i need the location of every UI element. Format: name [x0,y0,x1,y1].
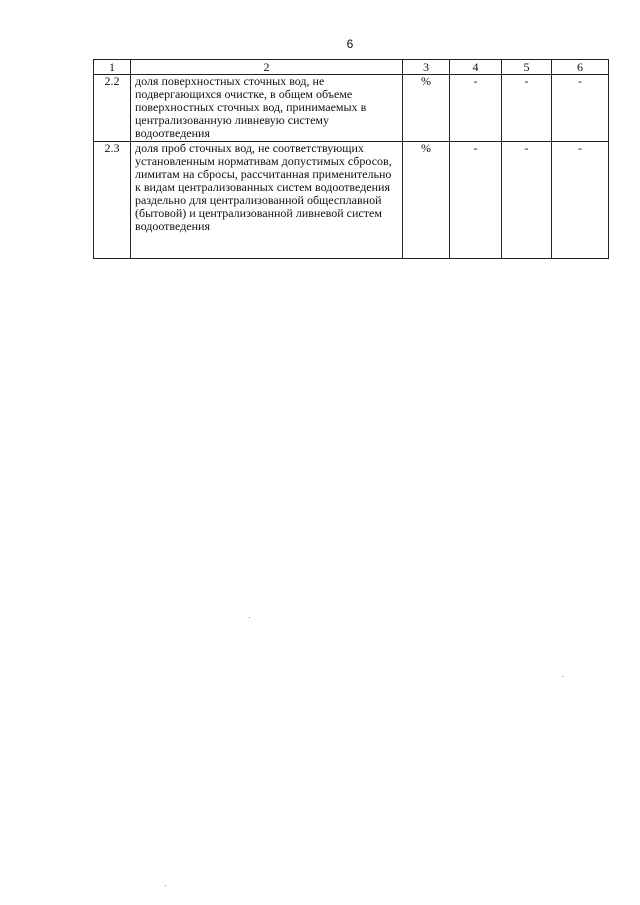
row-number: 2.3 [94,142,131,259]
scan-speck [562,676,563,677]
row-unit: % [403,75,450,142]
row-unit: % [403,142,450,259]
row-value: - [450,75,502,142]
row-value: - [502,142,552,259]
row-description: доля проб сточных вод, не соответствующих установленным нормативам допустимых сбросов, лимитам на сбросы, рассчитанная применительно к видам централизованных систем водоотведения раздельно для централизованной общесплавной (бытовой) и централизованной ливневой систем водоотведения [131,142,403,259]
row-value: - [552,75,609,142]
row-number: 2.2 [94,75,131,142]
header-cell: 5 [502,60,552,75]
table-row [94,142,609,259]
row-description: доля поверхностных сточных вод, не подвергающихся очистке, в общем объеме поверхностных сточных вод, принимаемых в централизованную ливневую систему водоотведения [131,75,403,142]
header-cell: 1 [94,60,131,75]
scan-speck [249,617,250,618]
header-cell: 2 [131,60,403,75]
scan-speck [165,885,166,886]
row-value: - [450,142,502,259]
indicators-table [93,59,609,259]
row-value: - [502,75,552,142]
header-cell: 4 [450,60,502,75]
table-row [94,75,609,142]
table-header-row [94,60,609,75]
page-number: 6 [346,37,354,51]
header-cell: 6 [552,60,609,75]
header-cell: 3 [403,60,450,75]
row-value: - [552,142,609,259]
